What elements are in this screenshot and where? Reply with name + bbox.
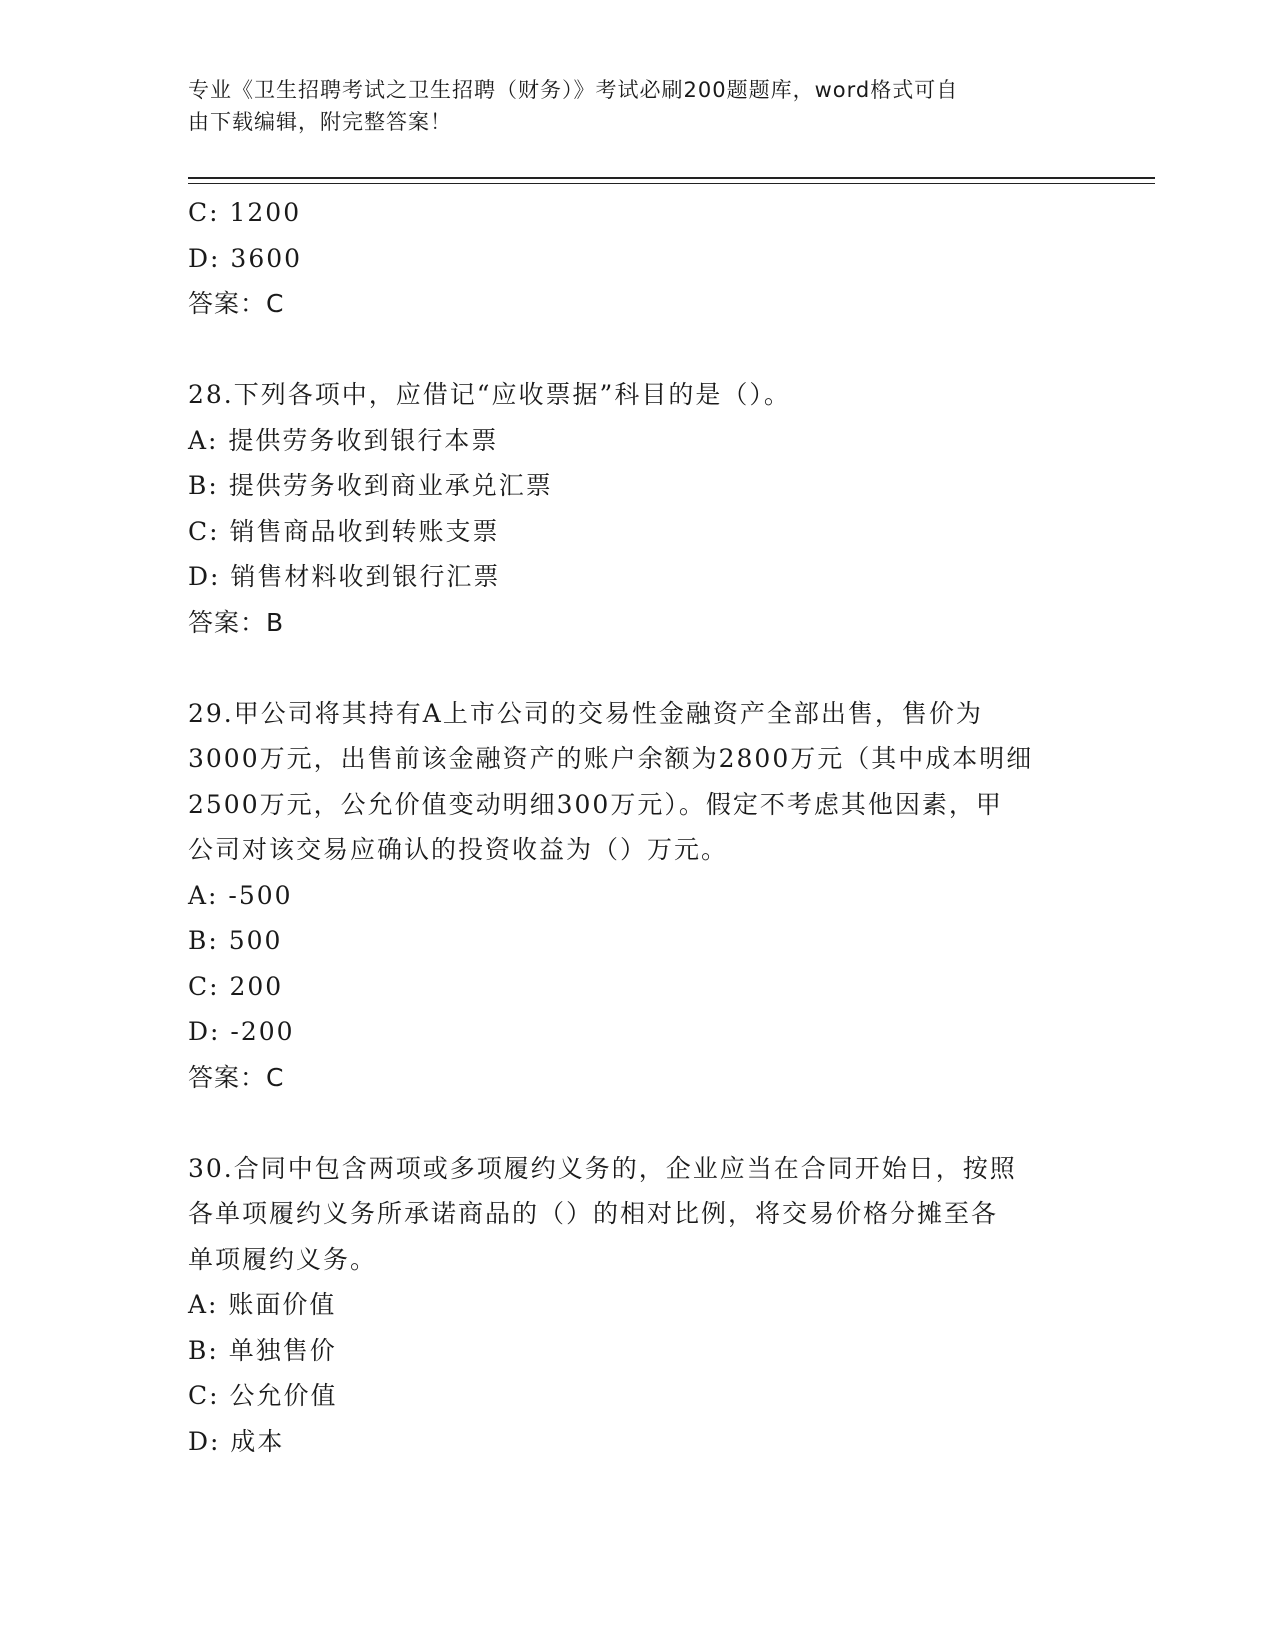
option-d: D: 成本 bbox=[188, 1426, 285, 1456]
spacer bbox=[188, 327, 1088, 373]
option-a: A: 提供劳务收到银行本票 bbox=[188, 425, 499, 455]
question-stem-line: 2500万元，公允价值变动明细300万元）。假定不考虑其他因素，甲 bbox=[188, 789, 1003, 819]
option-a: A: 账面价值 bbox=[188, 1290, 337, 1319]
document-header bbox=[188, 74, 1068, 138]
option-c: C: 200 bbox=[188, 971, 284, 1001]
question-28 bbox=[188, 372, 1088, 645]
option-d: D: -200 bbox=[188, 1017, 295, 1046]
question-30 bbox=[188, 1146, 1088, 1465]
answer-line: 答案：C bbox=[188, 1062, 285, 1092]
header-divider-thin bbox=[188, 183, 1155, 184]
question-27-tail bbox=[188, 190, 1088, 327]
option-b: B: 单独售价 bbox=[188, 1335, 337, 1365]
spacer bbox=[188, 645, 1088, 691]
question-stem-line: 3000万元，出售前该金融资产的账户余额为2800万元（其中成本明细 bbox=[188, 744, 1034, 773]
question-29 bbox=[188, 691, 1088, 1101]
header-line-2: 由下载编辑，附完整答案！ bbox=[188, 110, 452, 134]
option-c: C: 1200 bbox=[188, 198, 302, 227]
question-list bbox=[188, 190, 1088, 1464]
question-stem: 28.下列各项中，应借记“应收票据”科目的是（）。 bbox=[188, 380, 791, 409]
question-stem-line: 29.甲公司将其持有A上市公司的交易性金融资产全部出售，售价为 bbox=[188, 698, 983, 728]
option-d: D: 3600 bbox=[188, 243, 303, 273]
question-stem-line: 各单项履约义务所承诺商品的（）的相对比例，将交易价格分摊至各 bbox=[188, 1199, 999, 1228]
answer-line: 答案：B bbox=[188, 607, 285, 637]
question-stem-line: 30.合同中包含两项或多项履约义务的，企业应当在合同开始日，按照 bbox=[188, 1153, 1017, 1183]
question-stem-line: 公司对该交易应确认的投资收益为（）万元。 bbox=[188, 835, 729, 864]
question-stem-line: 单项履约义务。 bbox=[188, 1244, 378, 1274]
spacer bbox=[188, 1100, 1088, 1146]
header-divider-thick bbox=[188, 177, 1155, 179]
option-d: D: 销售材料收到银行汇票 bbox=[188, 562, 501, 591]
header-line-1: 专业《卫生招聘考试之卫生招聘（财务）》考试必刷200题题库，word格式可自 bbox=[188, 78, 959, 102]
answer-line: 答案：C bbox=[188, 289, 285, 318]
option-b: B: 提供劳务收到商业承兑汇票 bbox=[188, 471, 553, 500]
option-b: B: 500 bbox=[188, 926, 283, 955]
option-a: A: -500 bbox=[188, 880, 293, 910]
option-c: C: 销售商品收到转账支票 bbox=[188, 516, 500, 546]
option-c: C: 公允价值 bbox=[188, 1381, 338, 1410]
